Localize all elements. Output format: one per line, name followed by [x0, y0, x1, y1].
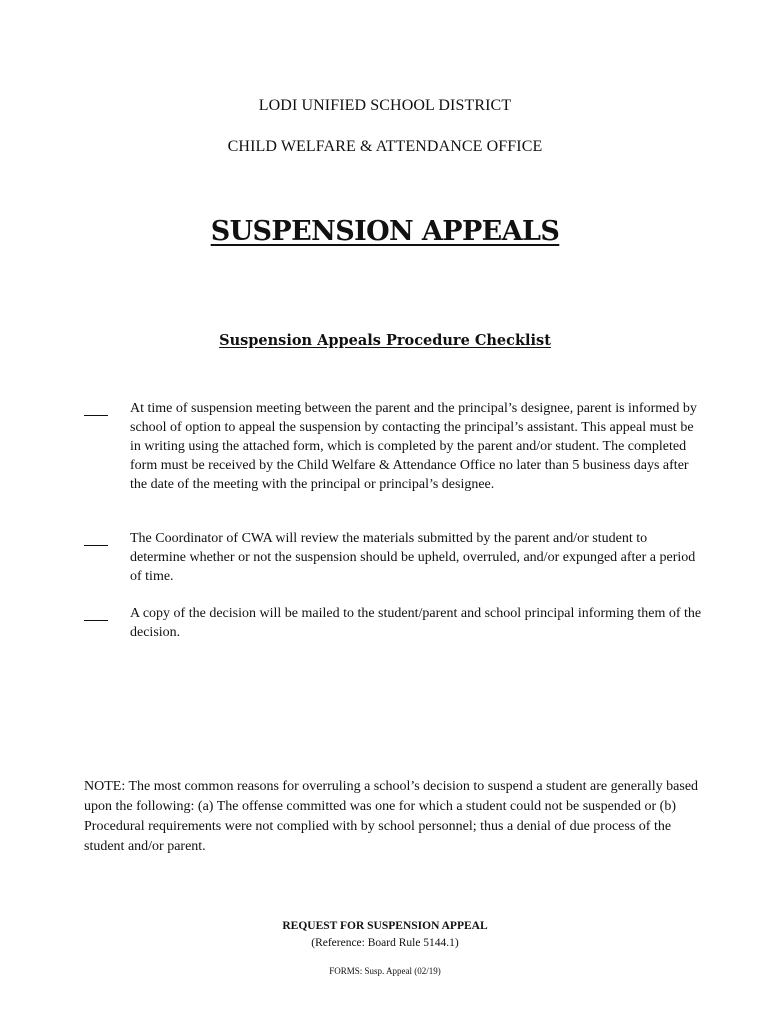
checklist-item-text: The Coordinator of CWA will review the materials submitted by the parent and/or student to determine whether or not the suspension should be upheld, overruled, and/or expunged after a period of time.	[130, 531, 696, 584]
checklist-heading: Suspension Appeals Procedure Checklist	[219, 332, 551, 349]
office-name: CHILD WELFARE & ATTENDANCE OFFICE	[227, 138, 543, 155]
footer-reference: (Reference: Board Rule 5144.1)	[311, 937, 459, 949]
page-title: SUSPENSION APPEALS	[210, 216, 560, 247]
checklist-item-text: At time of suspension meeting between the parent and the principal’s designee, parent is informed by school of option to appeal the suspension by contacting the principal’s assistant. This appeal must be in writing using the attached form, which is completed by the parent and/or student. The completed form must be received by the Child Welfare & Attendance Office no later than 5 business days after the date of the meeting with the principal or principal’s designee.	[130, 401, 697, 492]
footer-form-title: REQUEST FOR SUSPENSION APPEAL	[282, 920, 488, 932]
checkbox-blank-line[interactable]	[84, 399, 108, 416]
note-paragraph: NOTE: The most common reasons for overruling a school’s decision to suspend a student are generally based upon the following: (a) The offense committed was one for which a student could not be suspended or (b) Procedural requirements were not complied with by school personnel; thus a denial of due process of the student and/or parent.	[84, 779, 699, 854]
checkbox-blank-line[interactable]	[84, 529, 108, 546]
checkbox-blank-line[interactable]	[84, 604, 108, 621]
district-name: LODI UNIFIED SCHOOL DISTRICT	[258, 97, 512, 114]
checklist-item-text: A copy of the decision will be mailed to the student/parent and school principal informing them of the decision.	[130, 606, 702, 640]
footer-form-code: FORMS: Susp. Appeal (02/19)	[329, 966, 441, 976]
